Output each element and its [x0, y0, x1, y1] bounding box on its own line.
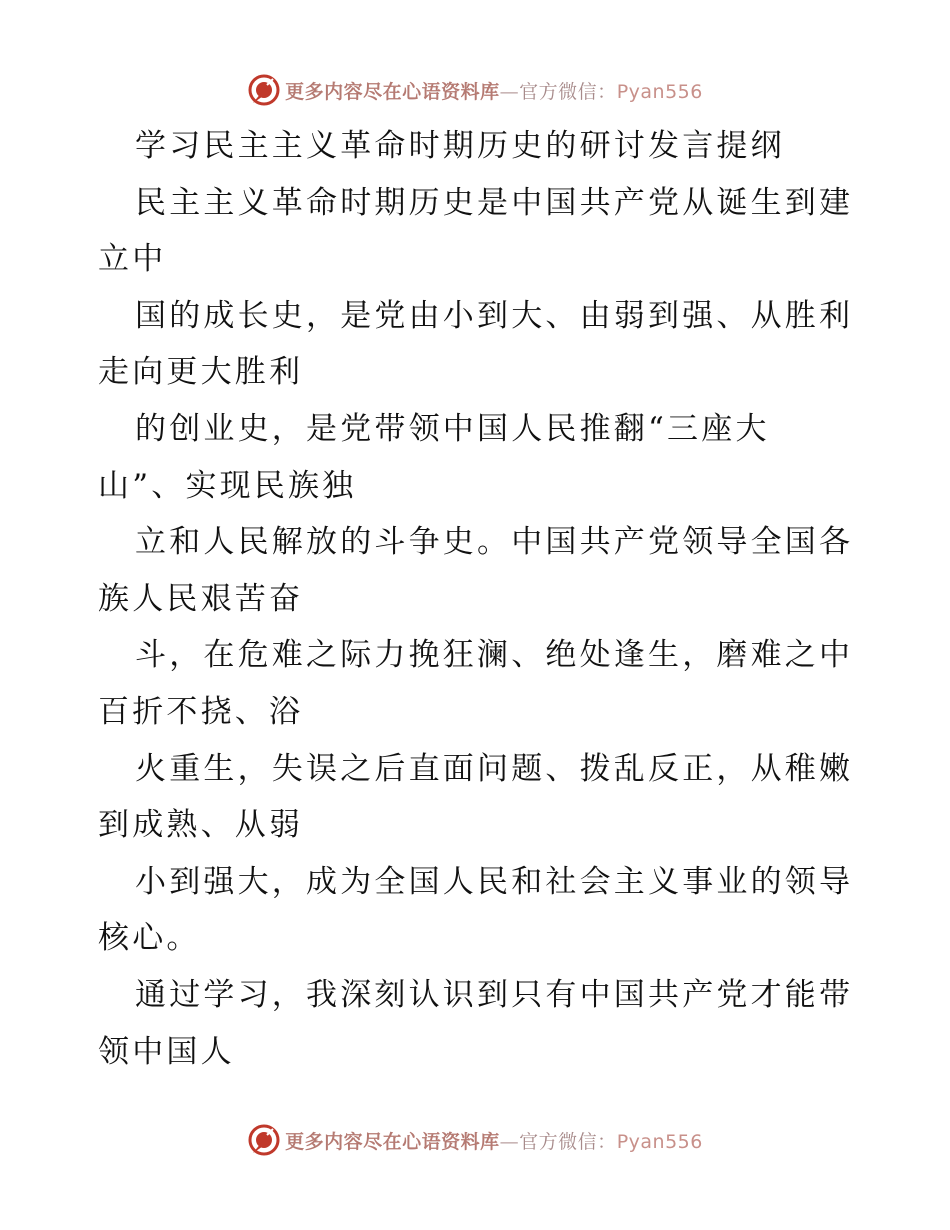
text-line: 民主主义革命时期历史是中国共产党从诞生到建 [135, 184, 854, 221]
document-title: 学习民主主义革命时期历史的研讨发言提纲 [135, 128, 785, 164]
pen-logo-icon [247, 73, 281, 107]
text-line: 国的成长史，是党由小到大、由弱到强、从胜利 [135, 297, 854, 334]
text-line: 火重生，失误之后直面问题、拨乱反正，从稚嫩 [135, 750, 854, 787]
text-line: 核心。 [98, 920, 201, 957]
text-line: 通过学习，我深刻认识到只有中国共产党才能带 [135, 976, 854, 1013]
pen-logo-icon [247, 1123, 281, 1157]
text-line: 百折不挠、浴 [98, 693, 304, 730]
text-line: 立中 [98, 241, 167, 278]
text-line: 族人民艰苦奋 [98, 580, 304, 617]
text-line: 的创业史，是党带领中国人民推翻“三座大 [135, 410, 770, 447]
text-line: 走向更大胜利 [98, 354, 304, 391]
text-line: 小到强大，成为全国人民和社会主义事业的领导 [135, 863, 854, 900]
banner-text: 更多内容尽在心语资料库—官方微信：Pyan556 [285, 1130, 703, 1153]
header-banner [0, 70, 950, 110]
text-line: 到成熟、从弱 [98, 807, 304, 844]
document-body [98, 118, 858, 1080]
footer-banner [0, 1120, 950, 1160]
text-line: 立和人民解放的斗争史。中国共产党领导全国各 [135, 524, 854, 561]
text-line: 斗，在危难之际力挽狂澜、绝处逢生，磨难之中 [135, 637, 854, 674]
banner-text: 更多内容尽在心语资料库—官方微信：Pyan556 [285, 80, 703, 103]
text-line: 领中国人 [98, 1033, 235, 1070]
text-line: 山”、实现民族独 [98, 467, 357, 504]
